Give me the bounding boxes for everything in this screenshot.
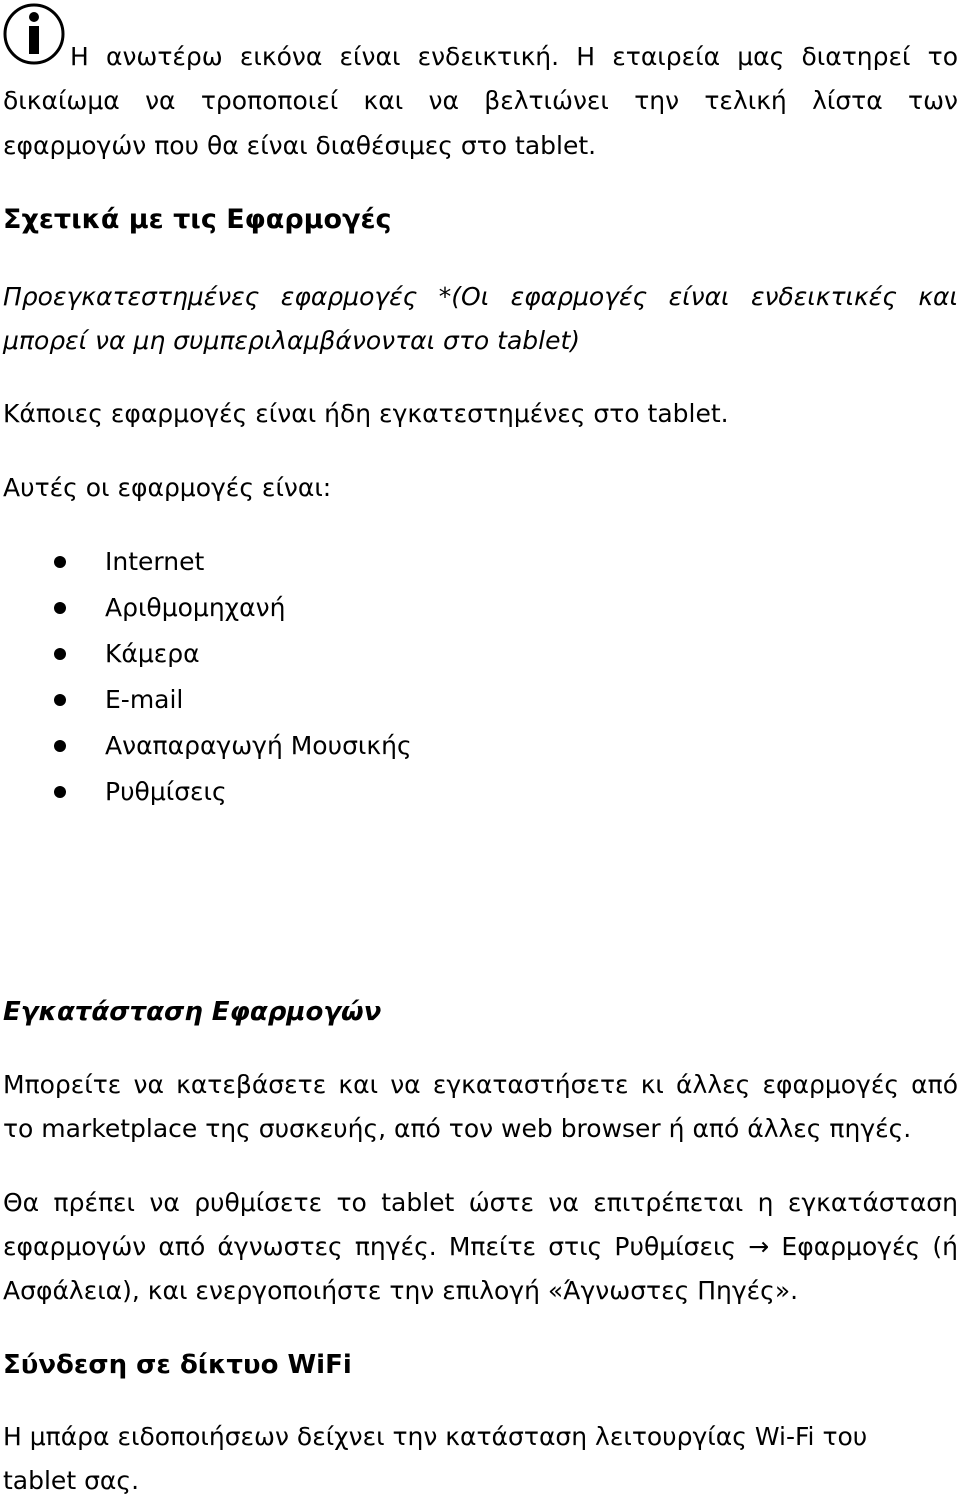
install-para2-line-3: Ασφάλεια), και ενεργοποιήστε την επιλογή «Άγνωστες Πηγές». — [3, 1276, 799, 1305]
bullet-icon — [54, 786, 66, 798]
bullet-icon — [54, 648, 66, 660]
app-name: Ρυθμίσεις — [105, 777, 227, 806]
install-para2-line-1: Θα πρέπει να ρυθμίσετε το tablet ώστε να επιτρέπεται η εγκατάσταση — [3, 1188, 958, 1217]
app-name: Internet — [105, 547, 205, 576]
notice-line-2: δικαίωμα να τροποποιεί και να βελτιώνει την τελική λίστα των — [3, 86, 958, 115]
bullet-icon — [54, 602, 66, 614]
notice-line-1: Η ανωτέρω εικόνα είναι ενδεικτική. Η εταιρεία μας διατηρεί το — [70, 42, 958, 71]
app-name: Αριθμομηχανή — [105, 593, 286, 622]
bullet-icon — [54, 740, 66, 752]
preinstalled-line-2: μπορεί να μη συμπεριλαμβάνονται στο tablet) — [3, 326, 581, 355]
wifi-line-2: tablet σας. — [3, 1466, 140, 1495]
install-para1-line-1: Μπορείτε να κατεβάσετε και να εγκαταστήσετε κι άλλες εφαρμογές από — [3, 1070, 958, 1099]
bullet-icon — [54, 556, 66, 568]
wifi-heading: Σύνδεση σε δίκτυο WiFi — [3, 1350, 352, 1380]
wifi-line-1: Η μπάρα ειδοποιήσεων δείχνει την κατάσταση λειτουργίας Wi-Fi του — [3, 1422, 868, 1451]
notice-line-3: εφαρμογών που θα είναι διαθέσιμες στο tablet. — [3, 131, 597, 160]
apps-list-intro: Αυτές οι εφαρμογές είναι: — [3, 473, 332, 502]
info-icon — [2, 2, 66, 66]
install-para1-line-2: το marketplace της συσκευής, από τον web browser ή από άλλες πηγές. — [3, 1114, 912, 1143]
install-para2-line-2: εφαρμογών από άγνωστες πηγές. Μπείτε στις Ρυθμίσεις → Εφαρμογές (ή — [3, 1232, 958, 1261]
app-name: E-mail — [105, 685, 184, 714]
bullet-icon — [54, 694, 66, 706]
app-name: Κάμερα — [105, 639, 200, 668]
app-name: Αναπαραγωγή Μουσικής — [105, 731, 412, 760]
apps-heading: Σχετικά με τις Εφαρμογές — [3, 204, 392, 235]
install-heading: Εγκατάσταση Εφαρμογών — [3, 997, 382, 1027]
apps-intro: Κάποιες εφαρμογές είναι ήδη εγκατεστημένες στο tablet. — [3, 399, 729, 428]
preinstalled-line-1: Προεγκατεστημένες εφαρμογές *(Οι εφαρμογές είναι ενδεικτικές και — [3, 282, 958, 311]
